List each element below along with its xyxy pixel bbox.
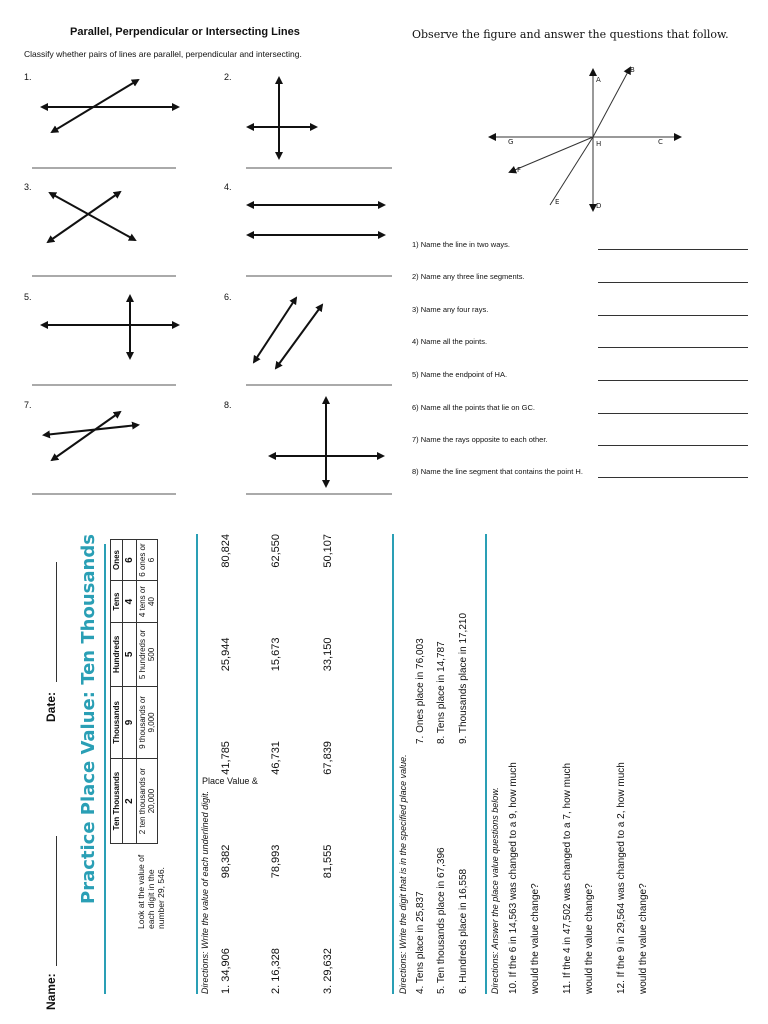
table-value: 5 hundreds or 500 [137, 623, 158, 687]
date-field[interactable] [56, 562, 57, 682]
answer-line[interactable] [598, 476, 748, 478]
table-header: Thousands [111, 686, 123, 758]
table-value: 9 thousands or 9,000 [137, 686, 158, 758]
line-b [276, 305, 322, 368]
exercise: 33,150 [322, 637, 334, 672]
intro-text: Look at the value of each digit in the number 29, 546. [136, 854, 166, 929]
question: 1) Name the line in two ways. [412, 240, 510, 249]
problem-number: 6. [224, 292, 232, 302]
divider [196, 534, 198, 994]
point-label: B [630, 66, 635, 74]
exercise: 67,839 [322, 741, 334, 775]
question: would the value change? [584, 883, 595, 994]
directions: Directions: Write the value of each underlined digit. [200, 790, 210, 994]
question: 4) Name all the points. [412, 337, 488, 346]
name-label: Name: [44, 973, 58, 1010]
exercise: 98,382 [220, 844, 232, 879]
exercise: 1. 34,906 [220, 948, 232, 994]
directions: Directions: Answer the place value questions below. [490, 787, 500, 994]
question: 8) Name the line segment that contains the point H. [412, 467, 583, 476]
line-a [254, 298, 296, 362]
point-label: E [555, 198, 560, 206]
table-digit: 6 [123, 540, 137, 581]
answer-line[interactable] [598, 346, 748, 348]
question: 12. If the 9 in 29,564 was changed to a 2, how much [616, 762, 627, 994]
table-header: Ten Thousands [111, 759, 123, 844]
exercise: 2. 16,328 [270, 948, 282, 994]
problem-number: 3. [24, 182, 32, 192]
overlay-text: Place Value & [202, 776, 258, 786]
table-digit: 9 [123, 686, 137, 758]
place-value-worksheet [0, 524, 768, 1024]
exercise: 62,550 [270, 534, 282, 568]
point-label: D [596, 202, 602, 210]
question: 10. If the 6 in 14,563 was changed to a 9, how much [508, 762, 519, 994]
question: would the value change? [530, 883, 541, 994]
date-label: Date: [44, 691, 58, 722]
exercise: 78,993 [270, 844, 282, 879]
answer-line[interactable] [598, 412, 748, 414]
question: 8. Tens place in 14,787 [436, 641, 447, 744]
point-label: F [517, 166, 522, 174]
question: 3) Name any four rays. [412, 305, 489, 314]
exercise-row-3 [322, 534, 334, 994]
problem-number: 2. [224, 72, 232, 82]
point-label: H [596, 140, 602, 148]
point-label: G [508, 138, 514, 146]
answer-line[interactable] [598, 314, 748, 316]
figure-title: Observe the figure and answer the questions that follow. [412, 28, 729, 41]
question: 5) Name the endpoint of HA. [412, 370, 508, 379]
place-value-table [110, 539, 158, 844]
table-header: Ones [111, 540, 123, 581]
question: 6) Name all the points that lie on GC. [412, 403, 535, 412]
page-title: Practice Place Value: Ten Thousands [78, 534, 99, 904]
point-label: A [596, 76, 601, 84]
exercise: 41,785 [220, 741, 232, 775]
line-diagrams [0, 0, 400, 510]
problem-number: 8. [224, 400, 232, 410]
question: 7) Name the rays opposite to each other. [412, 435, 548, 444]
question: 9. Thousands place in 17,210 [458, 612, 469, 744]
problem-number: 4. [224, 182, 232, 192]
question: would the value change? [638, 883, 649, 994]
table-header: Tens [111, 581, 123, 623]
problem-number: 1. [24, 72, 32, 82]
table-header: Hundreds [111, 623, 123, 687]
exercise: 25,944 [220, 637, 232, 672]
table-value: 2 ten thousands or 20,000 [137, 759, 158, 844]
question: 11. If the 4 in 47,502 was changed to a 7, how much [562, 762, 573, 994]
exercise: 15,673 [270, 637, 282, 672]
table-digit: 5 [123, 623, 137, 687]
answer-line[interactable] [598, 248, 748, 250]
question: 5. Ten thousands place in 67,396 [436, 847, 447, 994]
geometry-figure [480, 60, 700, 220]
line-b [52, 412, 120, 460]
problem-number: 5. [24, 292, 32, 302]
directions: Directions: Write the digit that is in the specified place value. [398, 754, 408, 994]
table-value: 6 ones or 6 [137, 540, 158, 581]
divider [485, 534, 487, 994]
worksheet-title: Parallel, Perpendicular or Intersecting Lines [70, 26, 300, 38]
answer-line[interactable] [598, 444, 748, 446]
divider [104, 544, 106, 994]
name-field[interactable] [56, 836, 57, 966]
exercise: 46,731 [270, 741, 282, 775]
problem-number: 7. [24, 400, 32, 410]
table-value: 4 tens or 40 [137, 581, 158, 623]
exercise: 50,107 [322, 534, 334, 568]
question: 4. Tens place in 25,837 [415, 891, 426, 994]
question: 2) Name any three line segments. [412, 272, 525, 281]
exercise: 80,824 [220, 534, 232, 568]
exercise-row-2 [270, 534, 282, 994]
answer-line[interactable] [598, 379, 748, 381]
exercise: 81,555 [322, 844, 334, 879]
answer-line[interactable] [598, 281, 748, 283]
question: 7. Ones place in 76,003 [415, 638, 426, 744]
divider [392, 534, 394, 994]
table-digit: 4 [123, 581, 137, 623]
exercise: 3. 29,632 [322, 948, 334, 994]
line-b [48, 192, 120, 242]
worksheet-subtitle: Classify whether pairs of lines are parallel, perpendicular and intersecting. [24, 49, 302, 59]
point-label: C [658, 138, 663, 146]
table-digit: 2 [123, 759, 137, 844]
question: 6. Hundreds place in 16,558 [458, 868, 469, 994]
exercise-row-1 [220, 534, 232, 994]
